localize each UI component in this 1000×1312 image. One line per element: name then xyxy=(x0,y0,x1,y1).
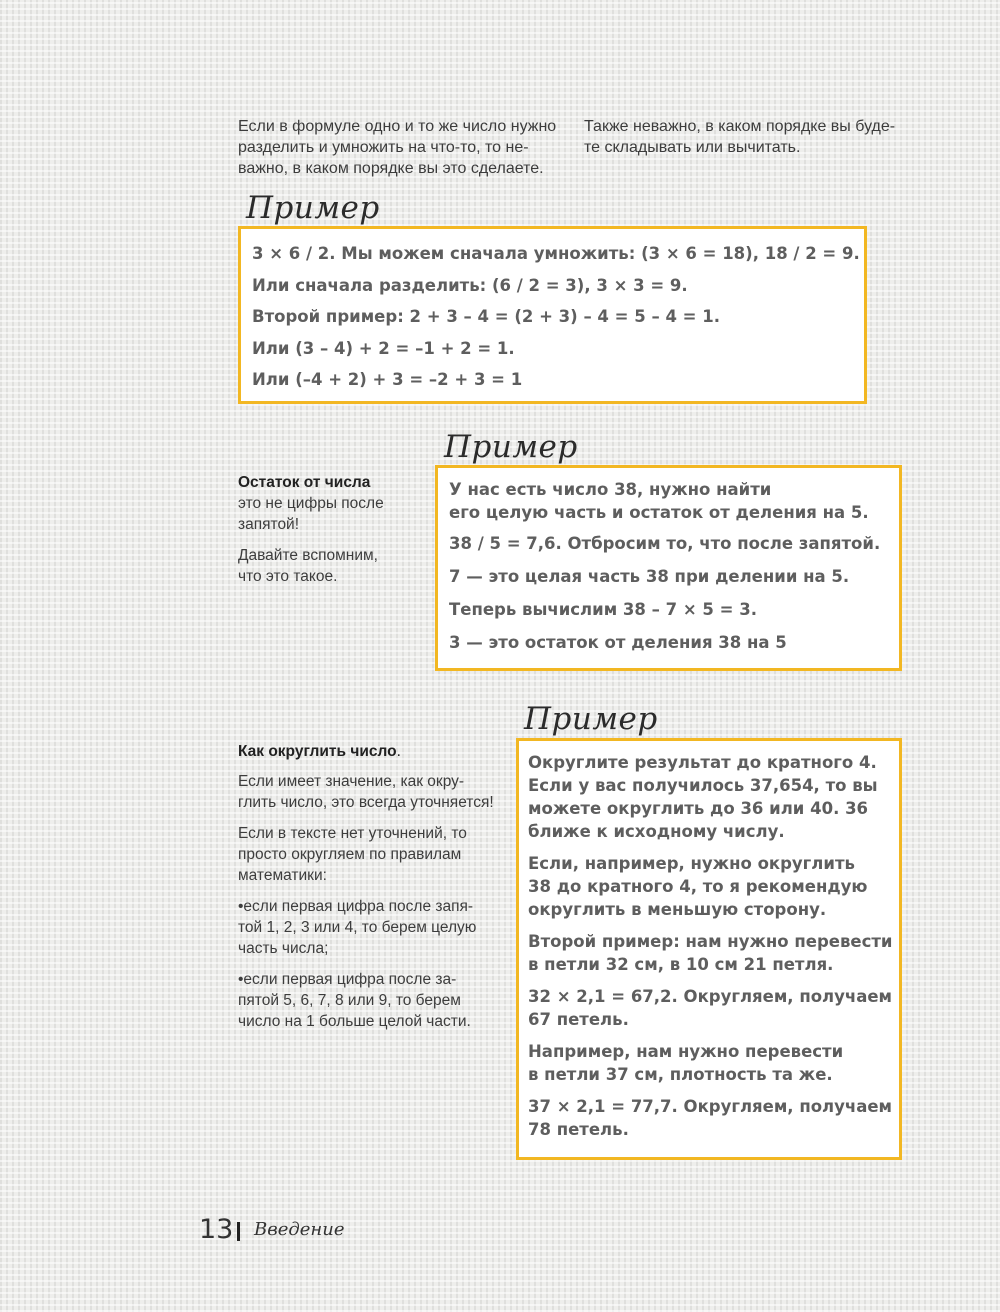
example3-line: Например, нам нужно перевести xyxy=(528,1042,844,1061)
example-heading-2: Пример xyxy=(444,429,578,465)
example2-line: У нас есть число 38, нужно найти xyxy=(449,480,772,499)
example3-line: 32 × 2,1 = 67,2. Округляем, получаем xyxy=(528,987,893,1006)
example1-line: 3 × 6 / 2. Мы можем сначала умножить: (3 × 6 = 18), 18 / 2 = 9. xyxy=(252,244,860,263)
example-box-2 xyxy=(435,465,902,671)
rounding-line: •если первая цифра после запя- xyxy=(238,898,474,915)
intro-right-line: Также неважно, в каком порядке вы буде- xyxy=(584,118,896,135)
example3-paragraph xyxy=(528,1095,899,1141)
rounding-line: Если имеет значение, как окру- xyxy=(238,773,465,790)
example2-paragraph xyxy=(449,478,899,524)
example3-line: Если у вас получилось 37,654, то вы xyxy=(528,776,878,795)
rounding-line: часть числа; xyxy=(238,940,329,957)
intro-left-line: Если в формуле одно и то же число нужно xyxy=(238,118,557,135)
remainder-line: что это такое. xyxy=(238,568,338,585)
section-label: Введение xyxy=(254,1219,345,1240)
example3-line: округлить в меньшую сторону. xyxy=(528,900,827,919)
example-heading-1: Пример xyxy=(246,190,380,226)
example3-line: 78 петель. xyxy=(528,1120,629,1139)
rounding-line: Если в тексте нет уточнений, то xyxy=(238,825,467,842)
example3-line: 67 петель. xyxy=(528,1010,629,1029)
rounding-note xyxy=(238,741,506,1032)
example-box-3 xyxy=(516,738,902,1160)
example1-line: Второй пример: 2 + 3 – 4 = (2 + 3) – 4 = 5 – 4 = 1. xyxy=(252,307,720,326)
rounding-line: число на 1 больше целой части. xyxy=(238,1013,471,1030)
example2-paragraph xyxy=(449,565,899,588)
example1-line: Или сначала разделить: (6 / 2 = 3), 3 × 3 = 9. xyxy=(252,275,688,295)
example3-line: 37 × 2,1 = 77,7. Округляем, получаем xyxy=(528,1097,893,1116)
example-heading-3: Пример xyxy=(524,701,658,737)
example-box-1 xyxy=(238,226,867,404)
rounding-title-suffix: . xyxy=(396,743,401,760)
example3-line: Округлите результат до кратного 4. xyxy=(528,753,877,772)
rounding-title-text: Как округлить число xyxy=(238,743,397,760)
example2-paragraph xyxy=(449,532,899,555)
rounding-line: пятой 5, 6, 7, 8 или 9, то берем xyxy=(238,992,461,1009)
example2-paragraph xyxy=(449,598,899,621)
example3-line: Если, например, нужно округлить xyxy=(528,854,855,873)
intro-right-line: те складывать или вычитать. xyxy=(584,139,801,156)
intro-left-paragraph xyxy=(238,116,573,179)
example2-line: Теперь вычислим 38 – 7 × 5 = 3. xyxy=(449,600,757,619)
example3-paragraph xyxy=(528,1040,899,1086)
example1-line: Или (–4 + 2) + 3 = –2 + 3 = 1 xyxy=(252,370,523,389)
example3-paragraph xyxy=(528,930,899,976)
rounding-line: глить число, это всегда уточняется! xyxy=(238,794,494,811)
example3-line: в петли 32 см, в 10 см 21 петля. xyxy=(528,955,834,974)
example3-line: Второй пример: нам нужно перевести xyxy=(528,932,893,951)
example2-line: его целую часть и остаток от деления на 5. xyxy=(449,503,869,522)
rounding-line: •если первая цифра после за- xyxy=(238,971,457,988)
example3-line: 38 до кратного 4, то я рекомендую xyxy=(528,877,868,896)
example3-paragraph xyxy=(528,985,899,1031)
rounding-line: той 1, 2, 3 или 4, то берем целую xyxy=(238,919,477,936)
example2-line: 7 — это целая часть 38 при делении на 5. xyxy=(449,567,850,586)
remainder-note xyxy=(238,472,423,587)
example2-paragraph xyxy=(449,631,899,654)
page-number: 13 xyxy=(199,1214,234,1245)
example2-line: 3 — это остаток от деления 38 на 5 xyxy=(449,633,787,652)
remainder-line: запятой! xyxy=(238,516,300,533)
example1-line: Или (3 – 4) + 2 = –1 + 2 = 1. xyxy=(252,338,515,358)
intro-left-line: разделить и умножить на что-то, то не- xyxy=(238,139,529,156)
example3-line: в петли 37 см, плотность та же. xyxy=(528,1065,833,1084)
example3-line: можете округлить до 36 или 40. 36 xyxy=(528,799,869,818)
remainder-line: Давайте вспомним, xyxy=(238,547,378,564)
intro-left-line: важно, в каком порядке вы это сделаете. xyxy=(238,160,544,177)
rounding-line: математики: xyxy=(238,867,327,884)
intro-right-paragraph xyxy=(584,116,914,158)
rounding-line: просто округляем по правилам xyxy=(238,846,462,863)
example3-paragraph xyxy=(528,751,899,843)
example3-paragraph xyxy=(528,852,899,921)
example2-line: 38 / 5 = 7,6. Отбросим то, что после запятой. xyxy=(449,534,881,553)
remainder-title: Остаток от числа xyxy=(238,474,371,491)
rounding-title xyxy=(238,741,506,762)
example3-line: ближе к исходному числу. xyxy=(528,822,785,841)
footer-divider xyxy=(237,1222,240,1241)
remainder-line: это не цифры после xyxy=(238,495,384,512)
